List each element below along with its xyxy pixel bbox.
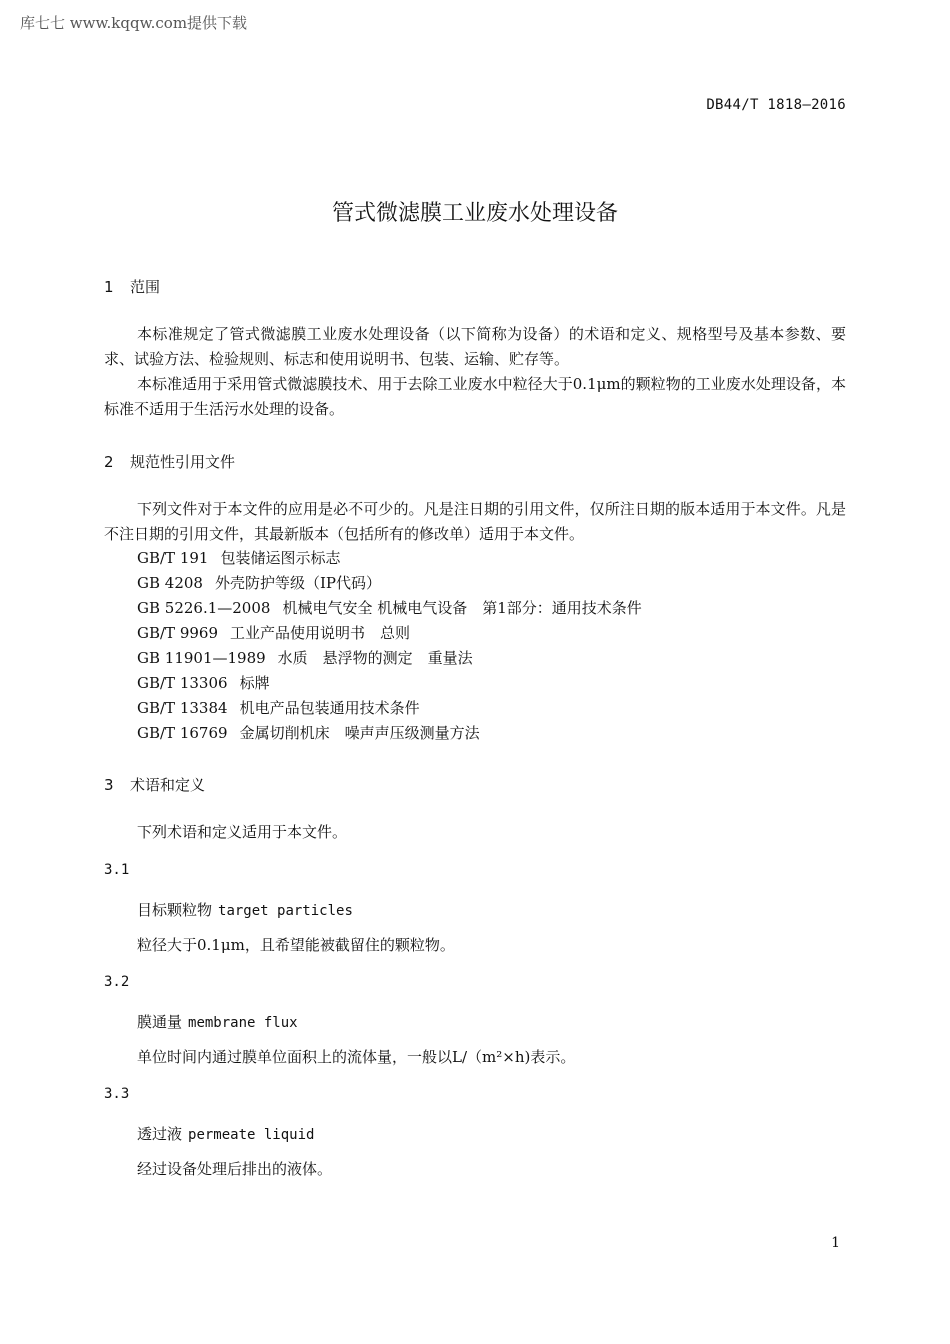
term-zh: 透过液 [137, 1125, 183, 1143]
document-title: 管式微滤膜工业废水处理设备 [331, 201, 618, 226]
term-zh: 膜通量 [137, 1013, 183, 1031]
reference-item [137, 597, 642, 618]
scope-paragraph-1: 本标准规定了管式微滤膜工业废水处理设备（以下简称为设备）的术语和定义、规格型号及基本参数、要求、试验方法、检验规则、标志和使用说明书、包装、运输、贮存等。 [104, 325, 846, 368]
section-heading-normative [104, 451, 235, 472]
section-title: 术语和定义 [130, 776, 206, 794]
term-heading [137, 1123, 314, 1144]
reference-code: GB/T 191 [137, 549, 209, 567]
watermark-text: 库七七 www.kqqw.com提供下载 [20, 14, 248, 32]
reference-name: 外壳防护等级（IP代码） [214, 574, 381, 592]
reference-code: GB/T 13384 [137, 699, 228, 717]
standard-code: DB44/T 1818—2016 [706, 97, 846, 113]
term-number: 3.2 [104, 974, 130, 990]
normative-intro: 下列文件对于本文件的应用是必不可少的。凡是注日期的引用文件，仅所注日期的版本适用于本文件。凡是不注日期的引用文件，其最新版本（包括所有的修改单）适用于本文件。 [104, 500, 846, 543]
reference-name: 机电产品包装通用技术条件 [239, 699, 420, 717]
reference-code: GB 4208 [137, 574, 203, 592]
term-number: 3.3 [104, 1086, 130, 1102]
reference-name: 机械电气安全 机械电气设备 第1部分：通用技术条件 [282, 599, 642, 617]
reference-code: GB 5226.1—2008 [137, 599, 271, 617]
term-definition: 经过设备处理后排出的液体。 [137, 1160, 333, 1178]
term-heading [137, 1011, 298, 1032]
term-heading [137, 899, 353, 920]
reference-item [137, 697, 420, 718]
reference-item [137, 672, 270, 693]
page-number: 1 [831, 1235, 840, 1251]
reference-code: GB 11901—1989 [137, 649, 266, 667]
term-zh: 目标颗粒物 [137, 901, 213, 919]
reference-item [137, 647, 473, 668]
reference-name: 水质 悬浮物的测定 重量法 [277, 649, 473, 667]
reference-item [137, 722, 480, 743]
term-en: membrane flux [188, 1015, 298, 1031]
section-number: 1 [104, 278, 114, 296]
terms-intro: 下列术语和定义适用于本文件。 [137, 823, 348, 841]
reference-item [137, 572, 381, 593]
section-title: 规范性引用文件 [130, 453, 236, 471]
reference-item [137, 622, 410, 643]
section-heading-terms [104, 774, 205, 795]
reference-name: 工业产品使用说明书 总则 [230, 624, 411, 642]
reference-code: GB/T 9969 [137, 624, 219, 642]
reference-name: 标牌 [239, 674, 270, 692]
scope-paragraph-2: 本标准适用于采用管式微滤膜技术、用于去除工业废水中粒径大于0.1μm的颗粒物的工业废水处理设备，本标准不适用于生活污水处理的设备。 [104, 375, 846, 418]
term-en: permeate liquid [188, 1127, 315, 1143]
reference-code: GB/T 13306 [137, 674, 228, 692]
term-en: target particles [218, 903, 353, 919]
reference-item [137, 547, 340, 568]
term-definition: 粒径大于0.1μm，且希望能被截留住的颗粒物。 [137, 936, 455, 954]
term-number: 3.1 [104, 862, 130, 878]
reference-name: 金属切削机床 噪声声压级测量方法 [239, 724, 480, 742]
section-heading-scope [104, 276, 160, 297]
reference-name: 包装储运图示标志 [220, 549, 341, 567]
section-number: 3 [104, 776, 114, 794]
reference-code: GB/T 16769 [137, 724, 228, 742]
section-number: 2 [104, 453, 114, 471]
term-definition: 单位时间内通过膜单位面积上的流体量，一般以L/（m²×h)表示。 [137, 1048, 576, 1066]
section-title: 范围 [130, 278, 161, 296]
